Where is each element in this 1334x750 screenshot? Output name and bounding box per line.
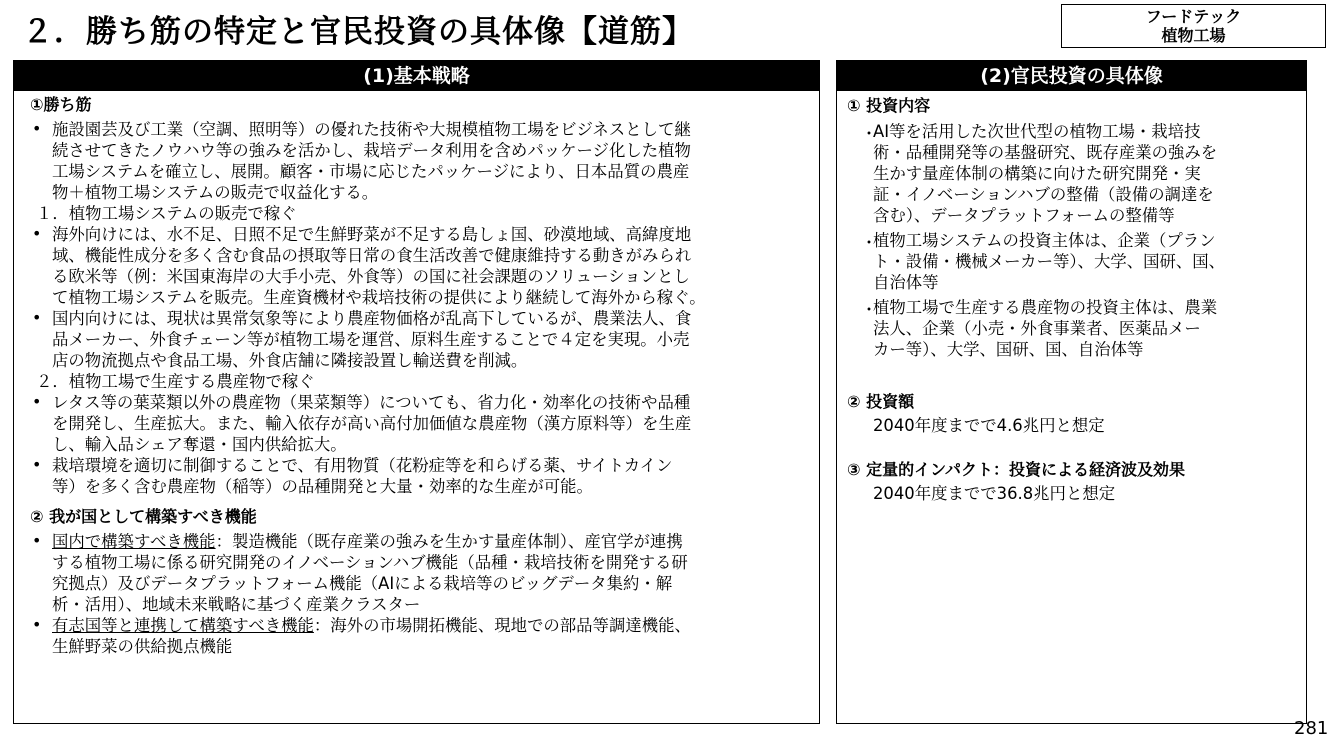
bullet-item: ・ AI等を活用した次世代型の植物工場・栽培技 術・品種開発等の基盤研究、既存産業の強みを 生かす量産体制の構築に向けた研究開発・実 証・イノベーションハブの整備（設備の調達を 含む）、データプラットフォームの整備等 [861, 122, 1218, 225]
bullet-item: • 有志国等と連携して構築すべき機能：海外の市場開拓機能、現地での部品等調達機能、 生鮮野菜の供給拠点機能 [30, 615, 819, 657]
bullet-item: • 栽培環境を適切に制御することで、有用物質（花粉症等を和らげる薬、サイトカイン 等）を多く含む農産物（稲等）の品種開発と大量・効率的な生産が可能。 [30, 455, 819, 497]
investment-body [837, 91, 1306, 504]
bullet-item: • レタス等の葉菜類以外の農産物（果菜類等）についても、省力化・効率化の技術や品種 を開発し、生産拡大。また、輸入依存が高い高付加価値な農産物（漢方原料等）を生産 し、輸入品シェア奪還・国内供給拡大。 [30, 392, 819, 455]
economic-impact-heading: ③ 定量的インパクト：投資による経済波及効果 [847, 460, 1185, 479]
investment-content-heading: ① 投資内容 [847, 96, 931, 115]
subheading-produce-sales: ２．植物工場で生産する農産物で稼ぐ [36, 372, 315, 391]
page-title: ２．勝ち筋の特定と官民投資の具体像【道筋】 [22, 14, 694, 50]
investment-panel [836, 60, 1307, 724]
winning-path-heading: ①勝ち筋 [30, 95, 92, 114]
bullet-item: • 海外向けには、水不足、日照不足で生鮮野菜が不足する島しょ国、砂漠地域、高緯度地 域、機能性成分を多く含む食品の摂取等日常の食生活改善で健康維持する動きがみられ る欧米等（例：米国東海岸の大手小売、外食等）の国に社会課題のソリューションとし て植物工場システムを販売。生産資機材や栽培技術の提供により継続して海外から稼ぐ。 [30, 224, 819, 308]
investment-amount-value: 2040年度までで4.6兆円と想定 [873, 416, 1105, 435]
economic-impact-value: 2040年度までで36.8兆円と想定 [873, 484, 1116, 503]
category-tag-line2: 植物工場 [1161, 26, 1226, 45]
investment-amount-heading: ② 投資額 [847, 392, 915, 411]
category-tag [1061, 4, 1326, 48]
bullet-item: • 施設園芸及び工業（空調、照明等）の優れた技術や大規模植物工場をビジネスとして継 続させてきたノウハウ等の強みを活かし、栽培データ利用を含めパッケージ化した植物 工場システムを確立し、展開。顧客・市場に応じたパッケージにより、日本品質の農産 物＋植物工場システムの販売で収益化する。 [30, 119, 819, 203]
basic-strategy-panel [13, 60, 820, 724]
category-tag-line1: フードテック [1145, 7, 1242, 26]
bullet-item: ・ 植物工場システムの投資主体は、企業（プラン ト・設備・機械メーカー等）、大学、国研、国、 自治体等 [861, 231, 1226, 292]
bullet-item: • 国内向けには、現状は異常気象等により農産物価格が乱高下しているが、農業法人、食 品メーカー、外食チェーン等が植物工場を運営、原料生産することで４定を実現。小売 店の物流拠点や食品工場、外食店舗に隣接設置し輸送費を削減。 [30, 308, 819, 371]
domestic-functions-label: 国内で構築すべき機能 [52, 532, 216, 551]
national-functions-heading: ② 我が国として構築すべき機能 [30, 507, 257, 526]
partner-functions-label: 有志国等と連携して構築すべき機能 [52, 616, 314, 635]
basic-strategy-header: (1)基本戦略 [14, 61, 819, 91]
bullet-item: ・ 植物工場で生産する農産物の投資主体は、農業 法人、企業（小売・外食事業者、医薬品メー カー等）、大学、国研、国、自治体等 [861, 298, 1218, 359]
bullet-item: • 国内で構築すべき機能：製造機能（既存産業の強みを生かす量産体制）、産官学が連携 する植物工場に係る研究開発のイノベーションハブ機能（品種・栽培技術を開発する研 究拠点）及びデータプラットフォーム機能（AIによる栽培等のビッグデータ集約・解 析・活用）、地域未来戦略に基づく産業クラスター [30, 531, 819, 615]
basic-strategy-body [14, 91, 819, 657]
investment-header: (2)官民投資の具体像 [837, 61, 1306, 91]
page-number: 281 [1294, 718, 1329, 739]
subheading-system-sales: １．植物工場システムの販売で稼ぐ [36, 204, 297, 223]
